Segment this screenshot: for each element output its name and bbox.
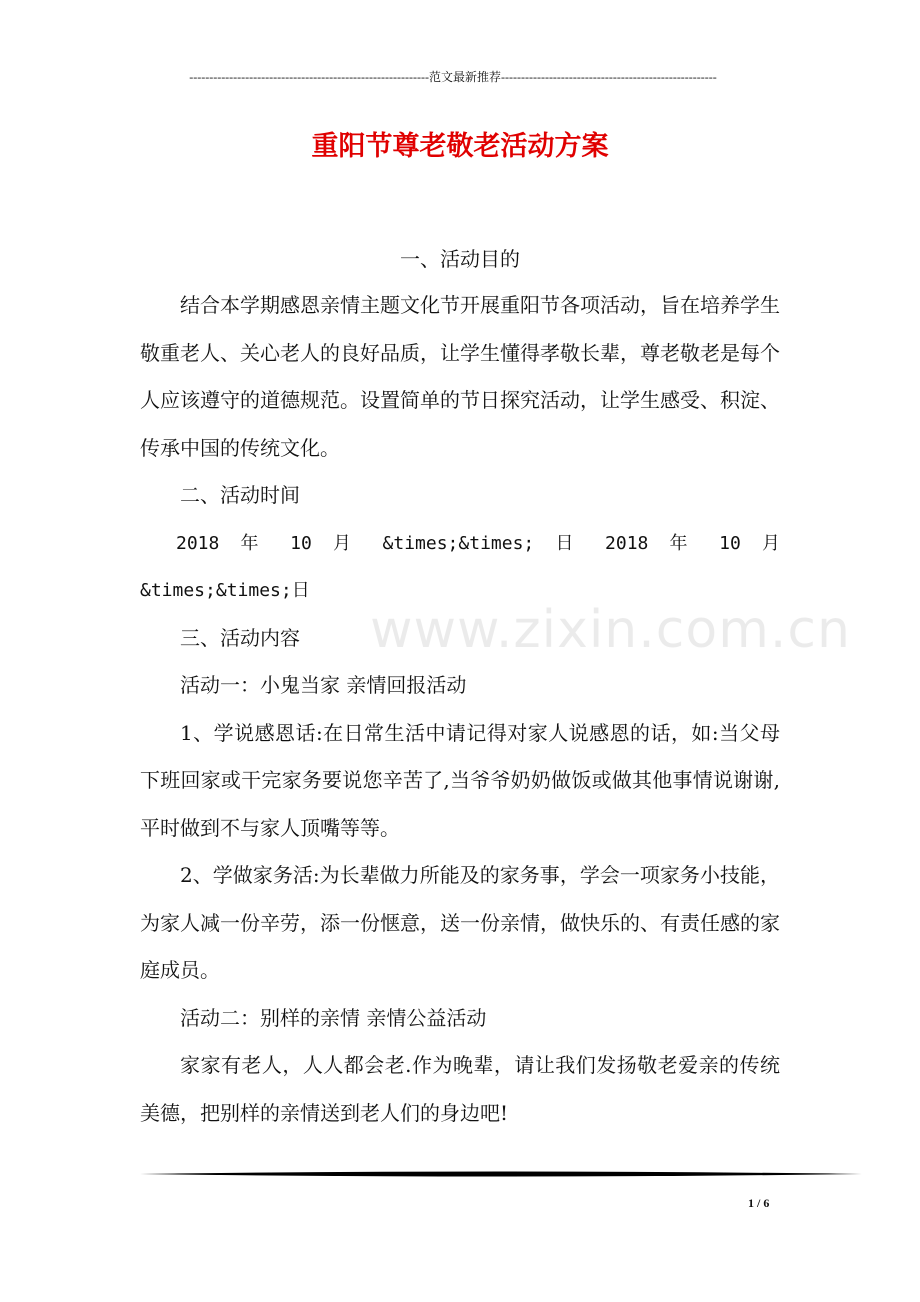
paragraph-elders: 家家有老人，人人都会老.作为晚辈，请让我们发扬敬老爱亲的传统美德，把别样的亲情送到老人们的身边吧! [140, 1053, 780, 1125]
page-number: 1 / 6 [748, 1196, 770, 1210]
footer-rule [140, 1170, 862, 1178]
section-heading-time: 二、活动时间 [180, 483, 300, 507]
header-banner: ------------------------------------------------------------范文最新推荐------------------------------------------------------ [189, 70, 717, 84]
activity-two-heading: 活动二：别样的亲情 亲情公益活动 [180, 1005, 487, 1030]
paragraph-gratitude: 1、学说感恩话:在日常生活中请记得对家人说感恩的话，如:当父母下班回家或干完家务要说您辛苦了,当爷爷奶奶做饭或做其他事情说谢谢,平时做到不与家人顶嘴等等。 [140, 720, 780, 840]
activity-one-heading: 活动一：小鬼当家 亲情回报活动 [180, 673, 467, 697]
watermark: www.zixin.com.cn [370, 600, 851, 660]
document-title: 重阳节尊老敬老活动方案 [311, 131, 609, 162]
section-heading-content: 三、活动内容 [180, 625, 300, 650]
document-body [140, 282, 780, 1137]
paragraph-housework: 2、学做家务活:为长辈做力所能及的家务事，学会一项家务小技能，为家人减一份辛劳，添一份惬意，送一份亲情，做快乐的、有责任感的家庭成员。 [140, 863, 780, 982]
paragraph-purpose: 结合本学期感恩亲情主题文化节开展重阳节各项活动，旨在培养学生敬重老人、关心老人的良好品质，让学生懂得孝敬长辈，尊老敬老是每个人应该遵守的道德规范。设置简单的节日探究活动，让学生感受、积淀、传承中国的传统文化。 [140, 293, 780, 460]
section-heading-purpose: 一、活动目的 [400, 247, 520, 271]
paragraph-date: 2018 年 10 月 &times;&times; 日 2018 年 10 月 &times;&times;日 [140, 532, 780, 601]
